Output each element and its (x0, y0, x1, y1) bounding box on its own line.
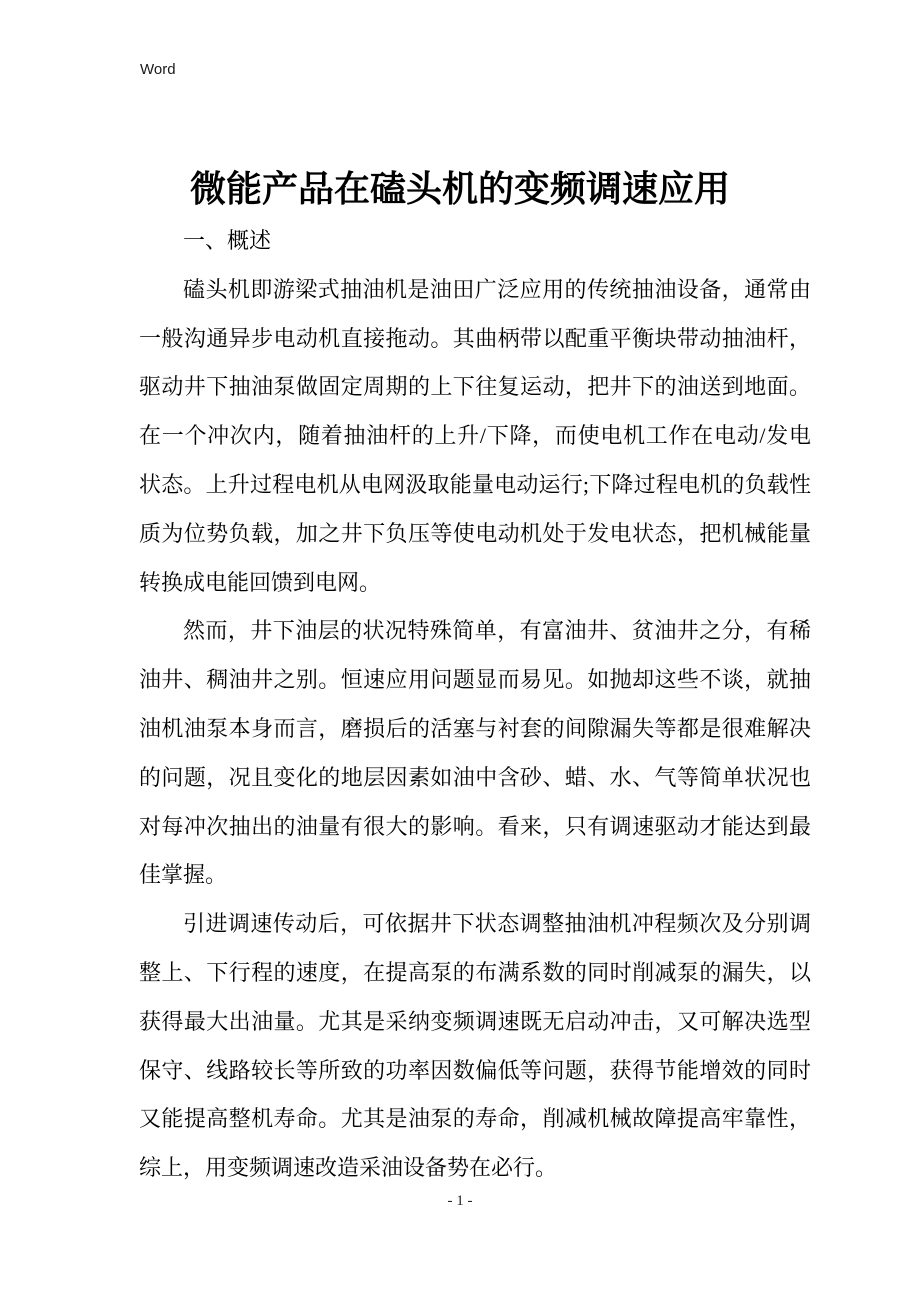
section-heading: 一、概述 (183, 228, 272, 253)
app-label: Word (140, 61, 176, 78)
document-title: 微能产品在磕头机的变频调速应用 (189, 169, 730, 210)
page-number: - 1 - (447, 1193, 473, 1209)
body-paragraph: 磕头机即游梁式抽油机是油田广泛应用的传统抽油设备，通常由一般沟通异步电动机直接拖动。其曲柄带以配重平衡块带动抽油杆，驱动井下抽油泵做固定周期的上下往复运动，把井下的油送到地面。在一个冲次内，随着抽油杆的上升/下降，而使电机工作在电动/发电状态。上升过程电机从电网汲取能量电动运行;下降过程电机的负载性质为位势负载，加之井下负压等使电动机处于发电状态，把机械能量转换成电能回馈到电网。 (139, 276, 811, 595)
document-body (139, 217, 811, 1193)
body-paragraph: 引进调速传动后，可依据井下状态调整抽油机冲程频次及分别调整上、下行程的速度，在提高泵的布满系数的同时削减泵的漏失，以获得最大出油量。尤其是采纳变频调速既无启动冲击，又可解决选型保守、线路较长等所致的功率因数偏低等问题，获得节能增效的同时又能提高整机寿命。尤其是油泵的寿命，削减机械故障提高牢靠性，综上，用变频调速改造采油设备势在必行。 (139, 911, 811, 1181)
body-paragraph: 然而，井下油层的状况特殊简单，有富油井、贫油井之分，有稀油井、稠油井之别。恒速应用问题显而易见。如抛却这些不谈，就抽油机油泵本身而言，磨损后的活塞与衬套的间隙漏失等都是很难解决的问题，况且变化的地层因素如油中含砂、蜡、水、气等简单状况也对每冲次抽出的油量有很大的影响。看来，只有调速驱动才能达到最佳掌握。 (139, 618, 811, 888)
